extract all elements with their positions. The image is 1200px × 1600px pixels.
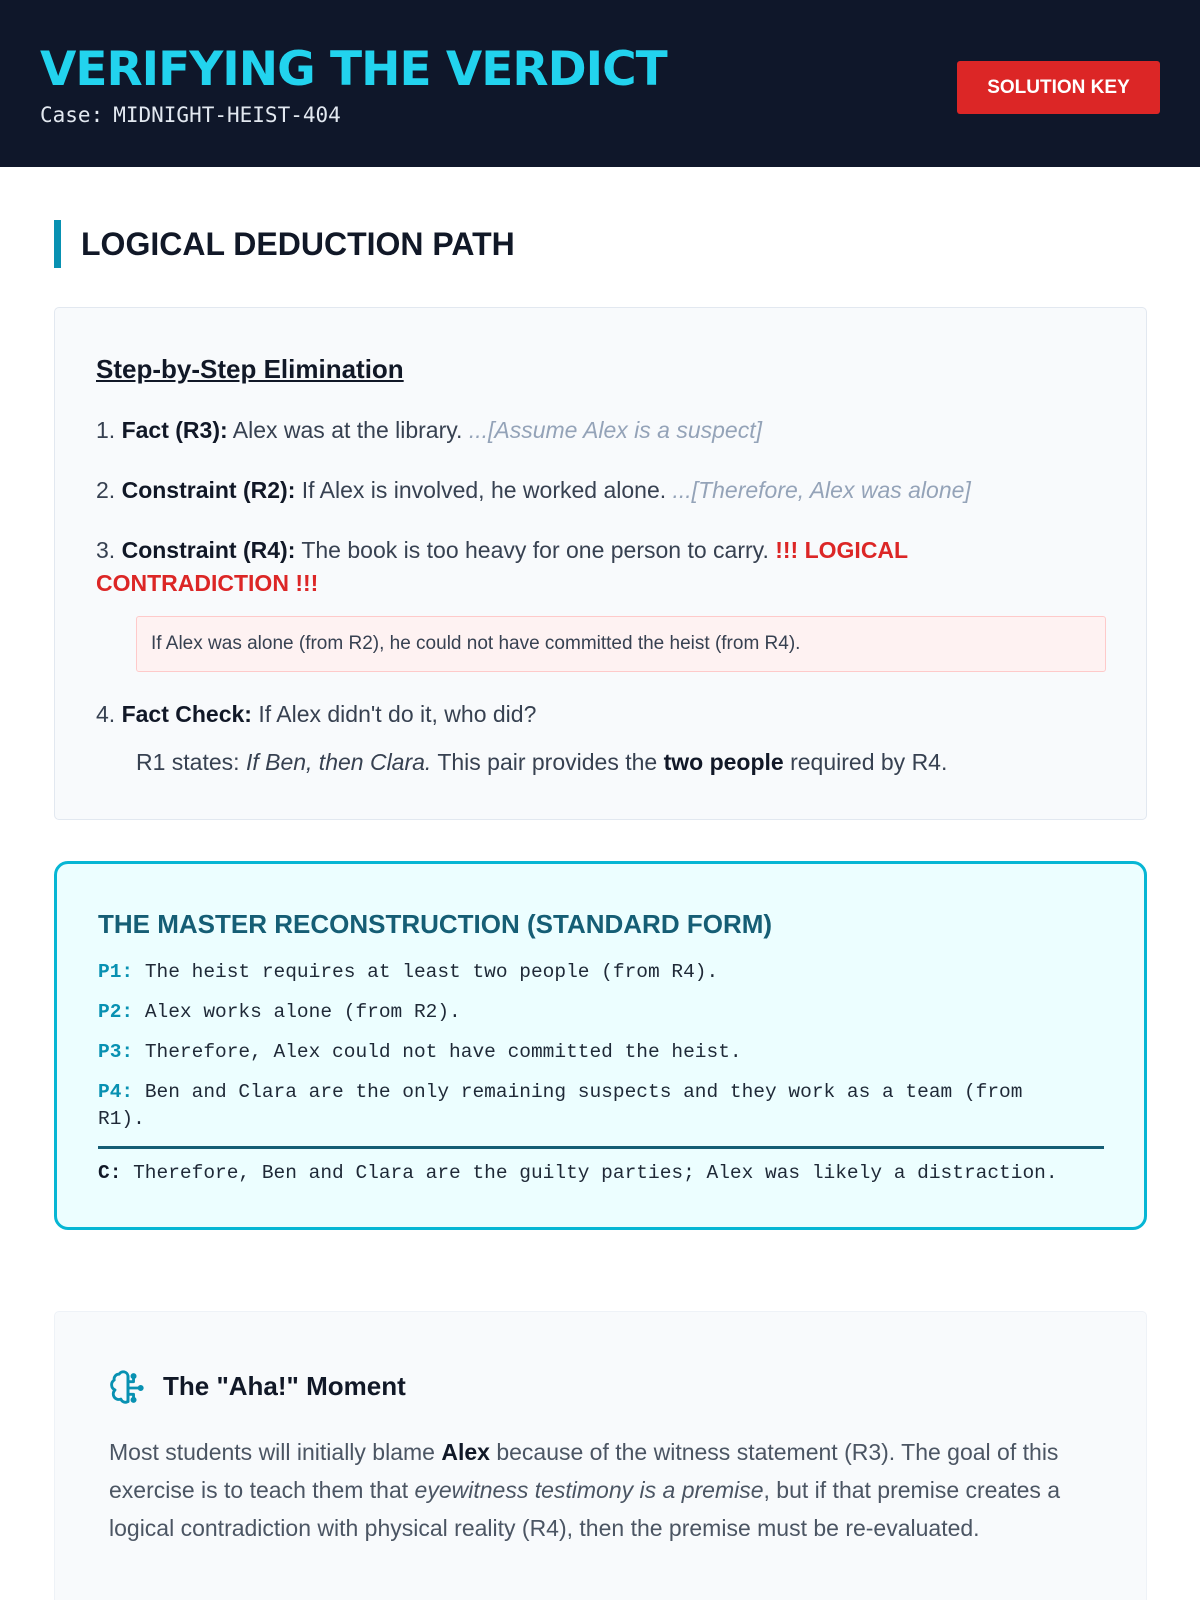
- step-text: If Alex didn't do it, who did?: [258, 701, 537, 727]
- r1-suffix: required by R4.: [790, 749, 948, 775]
- master-reconstruction-title: THE MASTER RECONSTRUCTION (STANDARD FORM): [98, 909, 773, 939]
- page-header: [0, 0, 1200, 167]
- premise-label: P2:: [98, 1001, 134, 1023]
- premise-text: Therefore, Alex could not have committed the heist.: [144, 1041, 742, 1063]
- step-number: 1.: [96, 417, 116, 443]
- step-3: [96, 534, 1106, 600]
- premise-label: P1:: [98, 961, 134, 983]
- case-label: Case:: [40, 103, 104, 127]
- r1-middle: This pair provides the: [437, 749, 658, 775]
- step-text: Alex was at the library.: [232, 417, 463, 443]
- solution-key-button[interactable]: SOLUTION KEY: [957, 61, 1160, 114]
- step-label: Constraint (R4):: [121, 537, 296, 563]
- step-note: ...[Therefore, Alex was alone]: [672, 477, 971, 503]
- elimination-card: [54, 307, 1147, 820]
- aha-emphasis: Alex: [441, 1439, 490, 1465]
- step-label: Fact (R3):: [121, 417, 228, 443]
- r1-prefix: R1 states:: [136, 749, 240, 775]
- step-4: [96, 698, 1106, 731]
- master-reconstruction-card: [54, 861, 1147, 1230]
- premise-1: [98, 959, 1058, 986]
- aha-paragraph: [109, 1433, 1089, 1547]
- step-number: 4.: [96, 701, 116, 727]
- premise-text: The heist requires at least two people (from R4).: [144, 961, 719, 983]
- step-note: ...[Assume Alex is a suspect]: [468, 417, 762, 443]
- elimination-title: Step-by-Step Elimination: [96, 354, 404, 384]
- aha-text-1: Most students will initially blame: [109, 1439, 435, 1465]
- r1-rule: If Ben, then Clara.: [245, 749, 432, 775]
- step-label: Constraint (R2):: [121, 477, 296, 503]
- aha-text-3: , but if that premise creates a logical contradiction with physical reality (R4), then the premise must be re-evaluated.: [109, 1477, 1061, 1541]
- step-text: The book is too heavy for one person to carry.: [301, 537, 769, 563]
- contradiction-note: If Alex was alone (from R2), he could not have committed the heist (from R4).: [136, 616, 1106, 672]
- conclusion: [98, 1160, 1108, 1187]
- premise-3: [98, 1039, 1058, 1066]
- r1-explanation: [136, 746, 947, 779]
- premise-label: P4:: [98, 1081, 134, 1103]
- premise-text: Alex works alone (from R2).: [144, 1001, 461, 1023]
- step-number: 2.: [96, 477, 116, 503]
- brain-icon: [109, 1369, 147, 1407]
- step-1: [96, 414, 1106, 447]
- case-reference: [40, 103, 341, 127]
- premise-label: P3:: [98, 1041, 134, 1063]
- premise-4: [98, 1079, 1058, 1133]
- conclusion-divider: [98, 1146, 1104, 1149]
- aha-title: The "Aha!" Moment: [163, 1371, 406, 1401]
- step-label: Fact Check:: [121, 701, 252, 727]
- conclusion-text: Therefore, Ben and Clara are the guilty parties; Alex was likely a distraction.: [133, 1162, 1058, 1184]
- r1-emphasis: two people: [663, 749, 784, 775]
- step-text: If Alex is involved, he worked alone.: [301, 477, 667, 503]
- page-title: VERIFYING THE VERDICT: [40, 42, 667, 97]
- aha-italic: eyewitness testimony is a premise: [414, 1477, 764, 1503]
- step-number: 3.: [96, 537, 116, 563]
- premise-2: [98, 999, 1058, 1026]
- conclusion-label: C:: [98, 1162, 122, 1184]
- premise-text: Ben and Clara are the only remaining suspects and they work as a team (from R1).: [98, 1081, 1023, 1130]
- contradiction-alert: !!! LOGICAL CONTRADICTION !!!: [96, 537, 908, 596]
- case-id: MIDNIGHT-HEIST-404: [113, 103, 341, 127]
- step-2: [96, 474, 1106, 507]
- aha-text-2: because of the witness statement (R3). The goal of this exercise is to teach them that: [109, 1439, 1059, 1503]
- aha-moment-card: [54, 1311, 1147, 1600]
- section-heading: LOGICAL DEDUCTION PATH: [54, 220, 515, 268]
